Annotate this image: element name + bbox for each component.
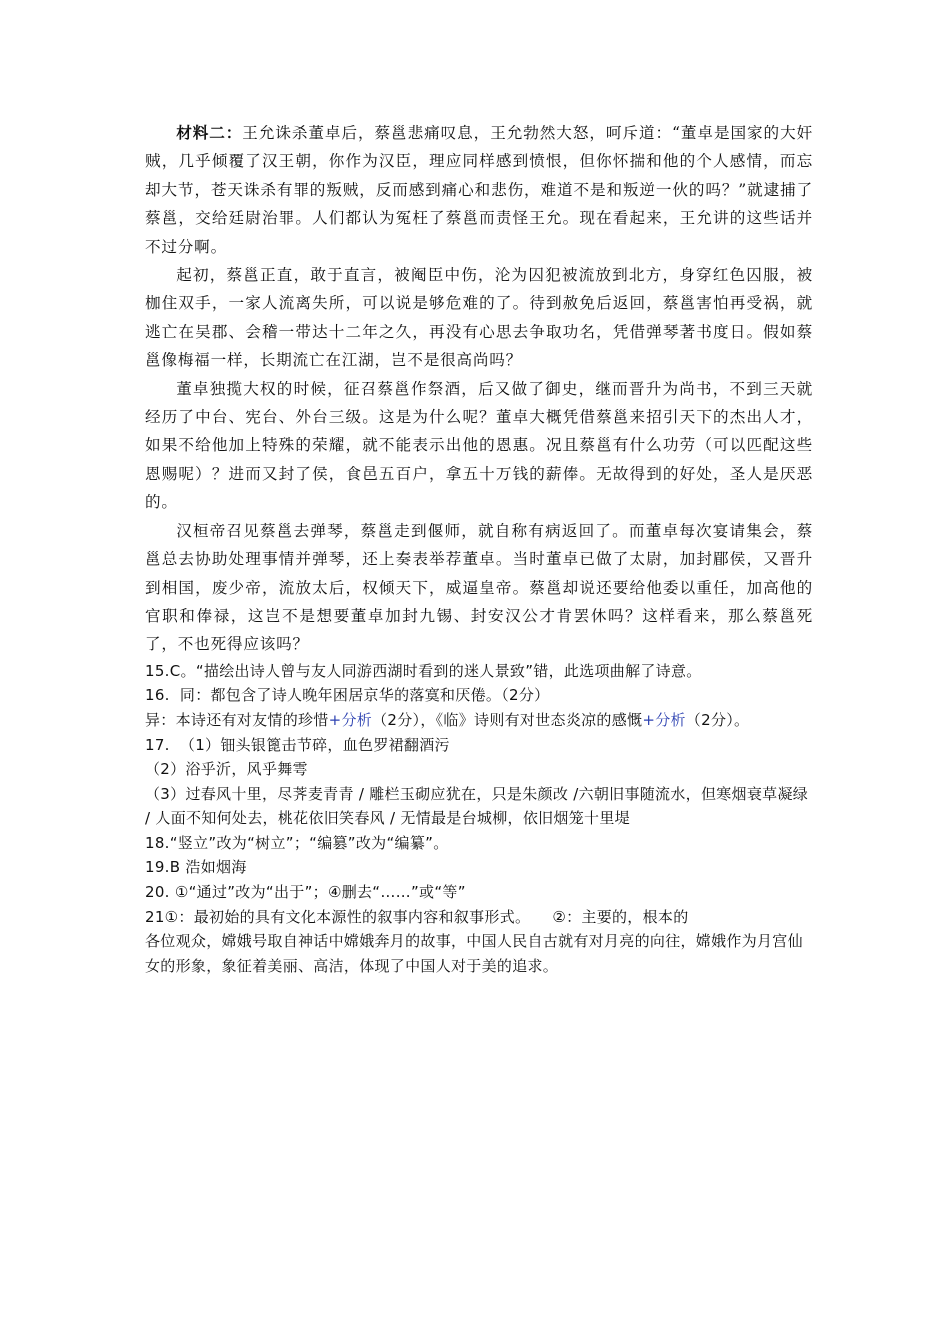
answer-16-diff-part-a: 异：本诗还有对友情的珍惜 <box>145 710 329 729</box>
answer-16-same: 16. 同：都包含了诗人晚年困居京华的落寞和厌倦。（2分） <box>145 686 550 705</box>
analysis-link-1[interactable]: +分析 <box>328 710 373 729</box>
answer-15: 15.C。“描绘出诗人曾与友人同游西湖时看到的迷人景致”错，此选项曲解了诗意。 <box>145 661 702 680</box>
answer-21-1 <box>145 905 813 930</box>
answer-19: 19.B 浩如烟海 <box>145 858 247 877</box>
answer-21-explanation: 各位观众，嫦娥号取自神话中嫦娥奔月的故事，中国人民自古就有对月亮的向往，嫦娥作为月宫仙女的形象，象征着美丽、高洁，体现了中国人对于美的追求。 <box>145 932 803 975</box>
material-two-text: 王允诛杀董卓后，蔡邕悲痛叹息，王允勃然大怒，呵斥道：“董卓是国家的大奸贼，几乎倾覆了汉王朝，你作为汉臣，理应同样感到愤恨，但你怀揣和他的个人感情，而忘却大节，苍天诛杀有罪的叛贼，反而感到痛心和悲伤，难道不是和叛逆一伙的吗？”就逮捕了蔡邕，交给廷尉治罪。人们都认为冤枉了蔡邕而责怪王允。现在看起来，王允讲的这些话并不过分啊。 <box>145 124 813 256</box>
answer-21-part-1: 21①：最初始的具有文化本源性的叙事内容和叙事形式。 <box>145 907 531 926</box>
material-two-paragraph-2: 起初，蔡邕正直，敢于直言，被阉臣中伤，沦为囚犯被流放到北方，身穿红色囚服，被枷住双手，一家人流离失所，可以说是够危难的了。待到赦免后返回，蔡邕害怕再受祸，就逃亡在吴郡、会稽一带达十二年之久，再没有心思去争取功名，凭借弹琴著书度日。假如蔡邕像梅福一样，长期流亡在江湖，岂不是很高尚吗？ <box>145 266 813 370</box>
document-content <box>145 119 813 978</box>
answer-16-diff-part-c: （2分）。 <box>685 710 750 729</box>
answer-17-1: 17. （1）钿头银篦击节碎，血色罗裙翻酒污 <box>145 735 450 754</box>
material-two-paragraph-1 <box>145 119 813 261</box>
answer-20: 20. ①“通过”改为“出于”；④删去“……”或“等” <box>145 883 466 902</box>
material-two-label: 材料二： <box>176 123 243 142</box>
material-two-paragraph-3: 董卓独揽大权的时候，征召蔡邕作祭酒，后又做了御史，继而晋升为尚书，不到三天就经历了中台、宪台、外台三级。这是为什么呢？董卓大概凭借蔡邕来招引天下的杰出人才，如果不给他加上特殊的荣耀，就不能表示出他的恩惠。况且蔡邕有什么功劳（可以匹配这些恩赐呢）？进而又封了侯，食邑五百户，拿五十万钱的薪俸。无故得到的好处，圣人是厌恶的。 <box>145 379 813 512</box>
answer-16-diff <box>145 708 813 733</box>
answer-17-2: （2）浴乎沂，风乎舞雩 <box>145 760 308 779</box>
answer-16-diff-part-b: （2分），《临》诗则有对世态炎凉的感慨 <box>372 710 643 729</box>
answer-21-part-2: ②：主要的，根本的 <box>552 907 689 926</box>
material-two-paragraph-4: 汉桓帝召见蔡邕去弹琴，蔡邕走到偃师，就自称有病返回了。而董卓每次宴请集会，蔡邕总去协助处理事情并弹琴，还上奏表举荐董卓。当时董卓已做了太尉，加封郿侯，又晋升到相国，废少帝，流放太后，权倾天下，威逼皇帝。蔡邕却说还要给他委以重任，加高他的官职和俸禄，这岂不是想要董卓加封九锡、封安汉公才肯罢休吗？这样看来，那么蔡邕死了，不也死得应该吗？ <box>145 521 813 654</box>
answer-18: 18.“竖立”改为“树立”；“编篡”改为“编纂”。 <box>145 833 449 852</box>
answer-17-3: （3）过春风十里，尽荠麦青青 / 雕栏玉砌应犹在，只是朱颜改 /六朝旧事随流水，但寒烟衰草凝绿 / 人面不知何处去，桃花依旧笑春风 / 无情最是台城柳，依旧烟笼十里堤 <box>145 784 814 828</box>
analysis-link-2[interactable]: +分析 <box>642 710 686 729</box>
